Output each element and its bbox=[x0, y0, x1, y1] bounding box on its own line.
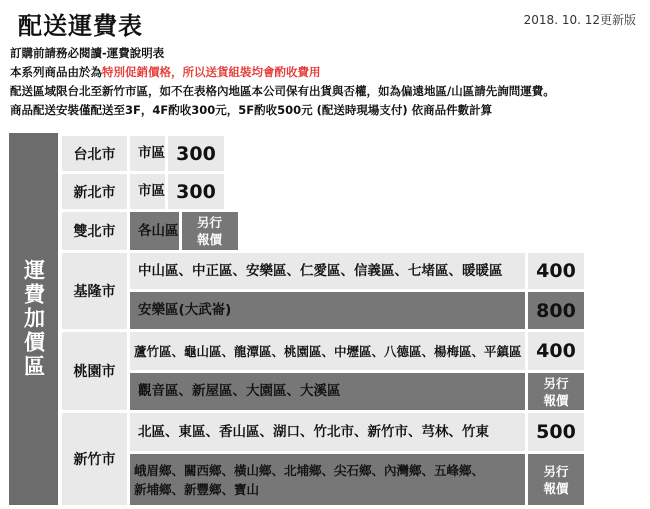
price-cell: 300 bbox=[168, 174, 224, 209]
update-date: 2018. 10. 12更新版 bbox=[523, 13, 636, 27]
table-row bbox=[62, 174, 224, 209]
area-cell: 北區、東區、香山區、湖口、竹北市、新竹市、芎林、竹東 bbox=[130, 413, 525, 451]
table-row bbox=[62, 212, 238, 250]
price-cell: 400 bbox=[528, 332, 584, 370]
table-row bbox=[130, 253, 584, 289]
note-line-4: 商品配送安裝僅配送至3F，4F酌收300元，5F酌收500元 (配送時現場支付) 依商品件數計算 bbox=[10, 103, 493, 117]
side-label bbox=[9, 133, 58, 505]
table-row bbox=[130, 413, 584, 451]
area-cell: 觀音區、新屋區、大園區、大溪區 bbox=[130, 373, 525, 410]
table-row bbox=[130, 292, 584, 329]
note-line-1: 訂購前請務必閱讀-運費說明表 bbox=[10, 46, 165, 60]
city-keelung: 基隆市 bbox=[62, 253, 127, 329]
area-line: 峨眉鄉、關西鄉、橫山鄉、北埔鄉、尖石鄉、內灣鄉、五峰鄉、 bbox=[134, 462, 485, 478]
city-new-taipei: 新北市 bbox=[62, 174, 127, 209]
side-label-text: 運費加價區 bbox=[21, 259, 46, 379]
note-line-2 bbox=[10, 63, 646, 82]
note-line-2-highlight: 特別促銷價格，所以送貨組裝均會酌收費用 bbox=[102, 65, 321, 79]
area-cell bbox=[130, 454, 525, 505]
area-cell: 中山區、中正區、安樂區、仁愛區、信義區、七堵區、暖暖區 bbox=[130, 253, 525, 289]
price-cell: 300 bbox=[168, 136, 224, 171]
price-cell: 800 bbox=[528, 292, 584, 329]
shipping-fee-table bbox=[9, 133, 641, 505]
area-cell: 市區 bbox=[130, 136, 165, 171]
price-cell bbox=[528, 454, 584, 505]
price-line: 報價 bbox=[543, 392, 569, 408]
price-line: 另行 bbox=[543, 375, 569, 391]
table-row bbox=[130, 332, 584, 370]
price-line: 另行 bbox=[543, 463, 569, 479]
price-line: 報價 bbox=[196, 232, 222, 247]
price-cell: 400 bbox=[528, 253, 584, 289]
city-taipei: 台北市 bbox=[62, 136, 127, 171]
price-cell: 500 bbox=[528, 413, 584, 451]
price-cell bbox=[182, 212, 238, 250]
table-row bbox=[130, 373, 584, 410]
note-line-2-prefix: 本系列商品由於為 bbox=[10, 65, 102, 79]
notes bbox=[10, 44, 646, 120]
page-title: 配送運費表 bbox=[18, 12, 143, 40]
city-shuang-bei: 雙北市 bbox=[62, 212, 127, 250]
price-line: 報價 bbox=[543, 480, 569, 496]
city-hsinchu: 新竹市 bbox=[62, 413, 127, 505]
area-cell: 各山區 bbox=[130, 212, 179, 250]
price-cell bbox=[528, 373, 584, 410]
area-cell: 安樂區(大武崙) bbox=[130, 292, 525, 329]
note-line-3: 配送區域限台北至新竹市區，如不在表格內地區本公司保有出貨與否權，如為偏遠地區/山區請先詢問運費。 bbox=[10, 84, 555, 98]
city-taoyuan: 桃園市 bbox=[62, 332, 127, 410]
area-line: 新埔鄉、新豐鄉、寶山 bbox=[134, 481, 260, 497]
table-row bbox=[62, 136, 224, 171]
area-cell: 市區 bbox=[130, 174, 165, 209]
area-cell: 蘆竹區、龜山區、龍潭區、桃園區、中壢區、八德區、楊梅區、平鎮區 bbox=[130, 332, 525, 370]
price-line: 另行 bbox=[196, 215, 222, 230]
table-row bbox=[130, 454, 584, 505]
